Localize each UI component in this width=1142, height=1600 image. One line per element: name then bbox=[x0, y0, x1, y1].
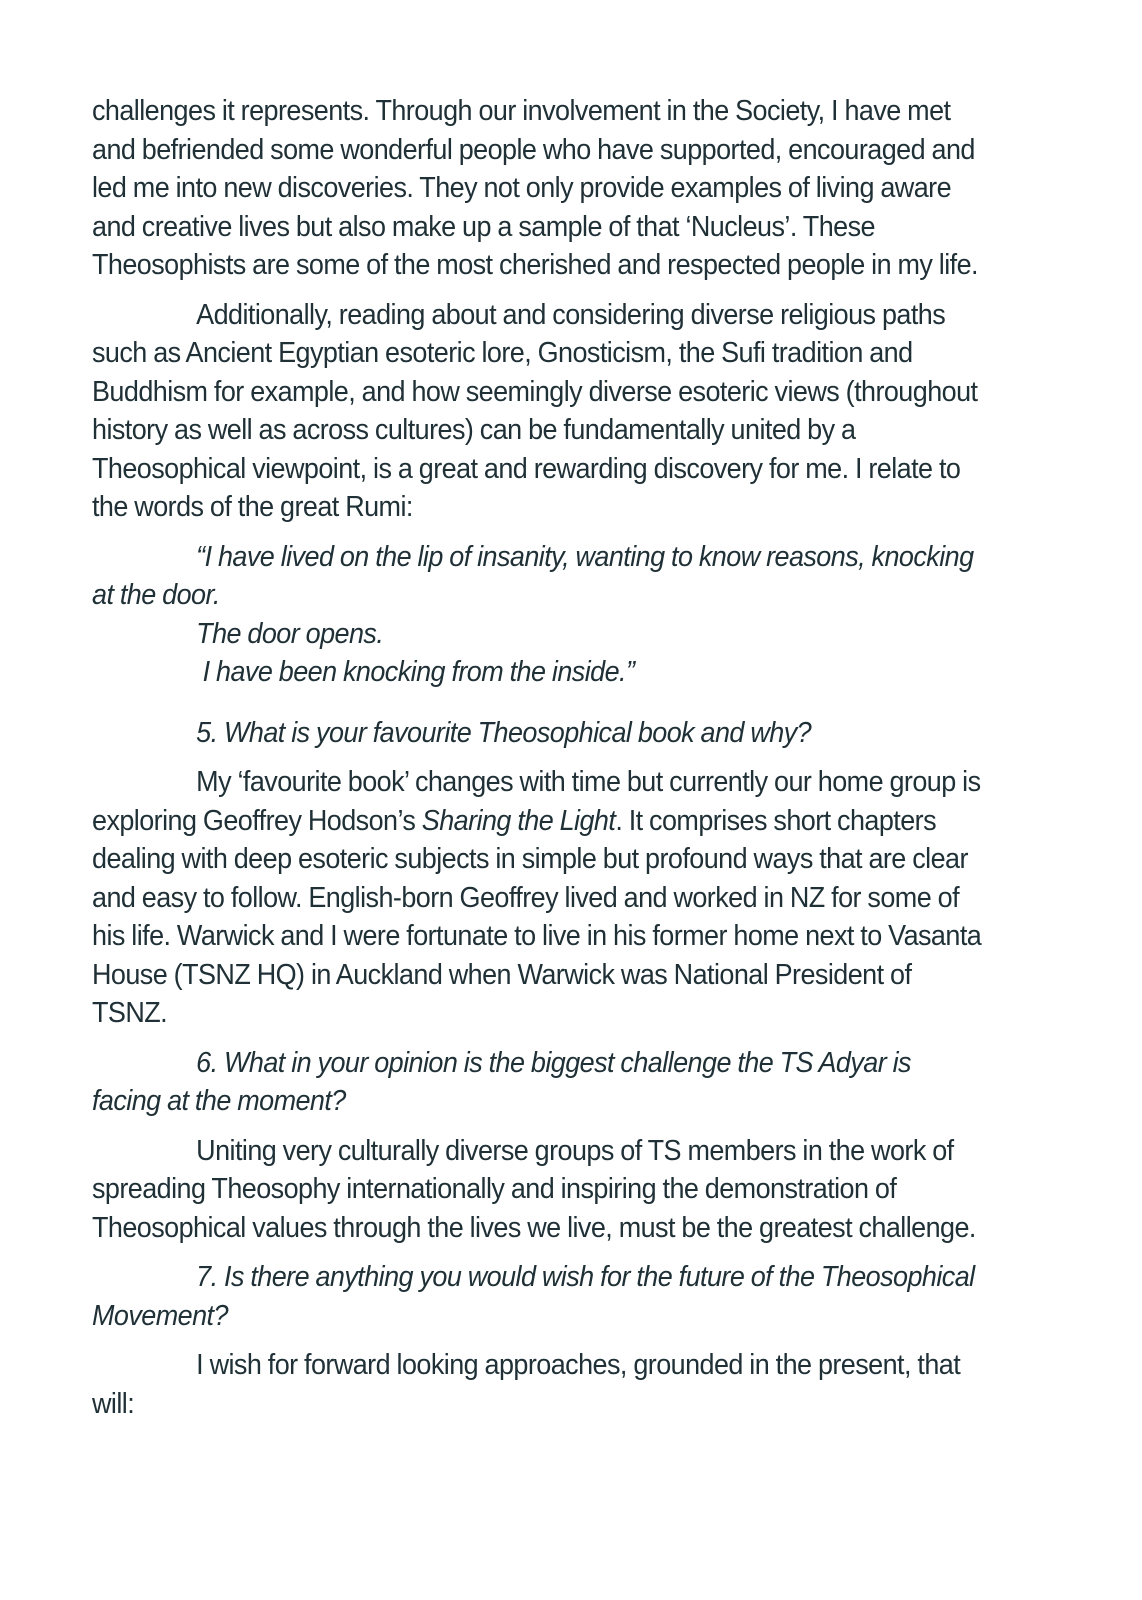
book-title: Sharing the Light bbox=[421, 804, 616, 837]
paragraph-society-friends: challenges it represents. Through our involvement in the Society, I have met and befriended some wonderful people who have supported, encouraged and led me into new discoveries. They not only provide examples of living aware and creative lives but also make up a sample of that ‘Nucleus’. These Theosophists are some of the most cherished and respected people in my life. bbox=[92, 95, 978, 281]
paragraph-wish: I wish for forward looking approaches, grounded in the present, that will: bbox=[92, 1349, 961, 1420]
question-5: 5. What is your favourite Theosophical book and why? bbox=[196, 716, 812, 749]
paragraph-religious-paths: Additionally, reading about and considering diverse religious paths such as Ancient Egyptian esoteric lore, Gnosticism, the Sufi tradition and Buddhism for example, and how seemingly diverse esoteric views (throughout history as well as across cultures) can be fundamentally united by a Theosophical viewpoint, is a great and rewarding discovery for me. I relate to the words of the great Rumi: bbox=[92, 298, 978, 523]
document-page bbox=[92, 92, 985, 1423]
question-7: 7. Is there anything you would wish for the future of the Theosophical Movement? bbox=[92, 1261, 975, 1332]
favourite-book-text-start: My ‘favourite book’ changes with time but currently our home group is exploring Geoffrey Hodson’s bbox=[92, 766, 981, 837]
question-6: 6. What in your opinion is the biggest challenge the TS Adyar is facing at the moment? bbox=[92, 1046, 911, 1117]
favourite-book-text-end: . It comprises short chapters dealing with deep esoteric subjects in simple but profound ways that are clear and easy to follow. English-born Geoffrey lived and worked in NZ for some of his life. Warwick and I were fortunate to live in his former home next to Vasanta House (TSNZ HQ) in Auckland when Warwick was National President of TSNZ. bbox=[92, 804, 982, 1029]
paragraph-favourite-book bbox=[92, 763, 985, 1033]
rumi-quote-line-2: The door opens. bbox=[196, 617, 384, 650]
rumi-quote-line-3: I have been knocking from the inside.” bbox=[196, 656, 635, 688]
rumi-quote-line-1: “I have lived on the lip of insanity, wanting to know reasons, knocking at the door. bbox=[92, 540, 974, 611]
paragraph-biggest-challenge: Uniting very culturally diverse groups of TS members in the work of spreading Theosophy internationally and inspiring the demonstration of Theosophical values through the lives we live, must be the greatest challenge. bbox=[92, 1134, 976, 1244]
